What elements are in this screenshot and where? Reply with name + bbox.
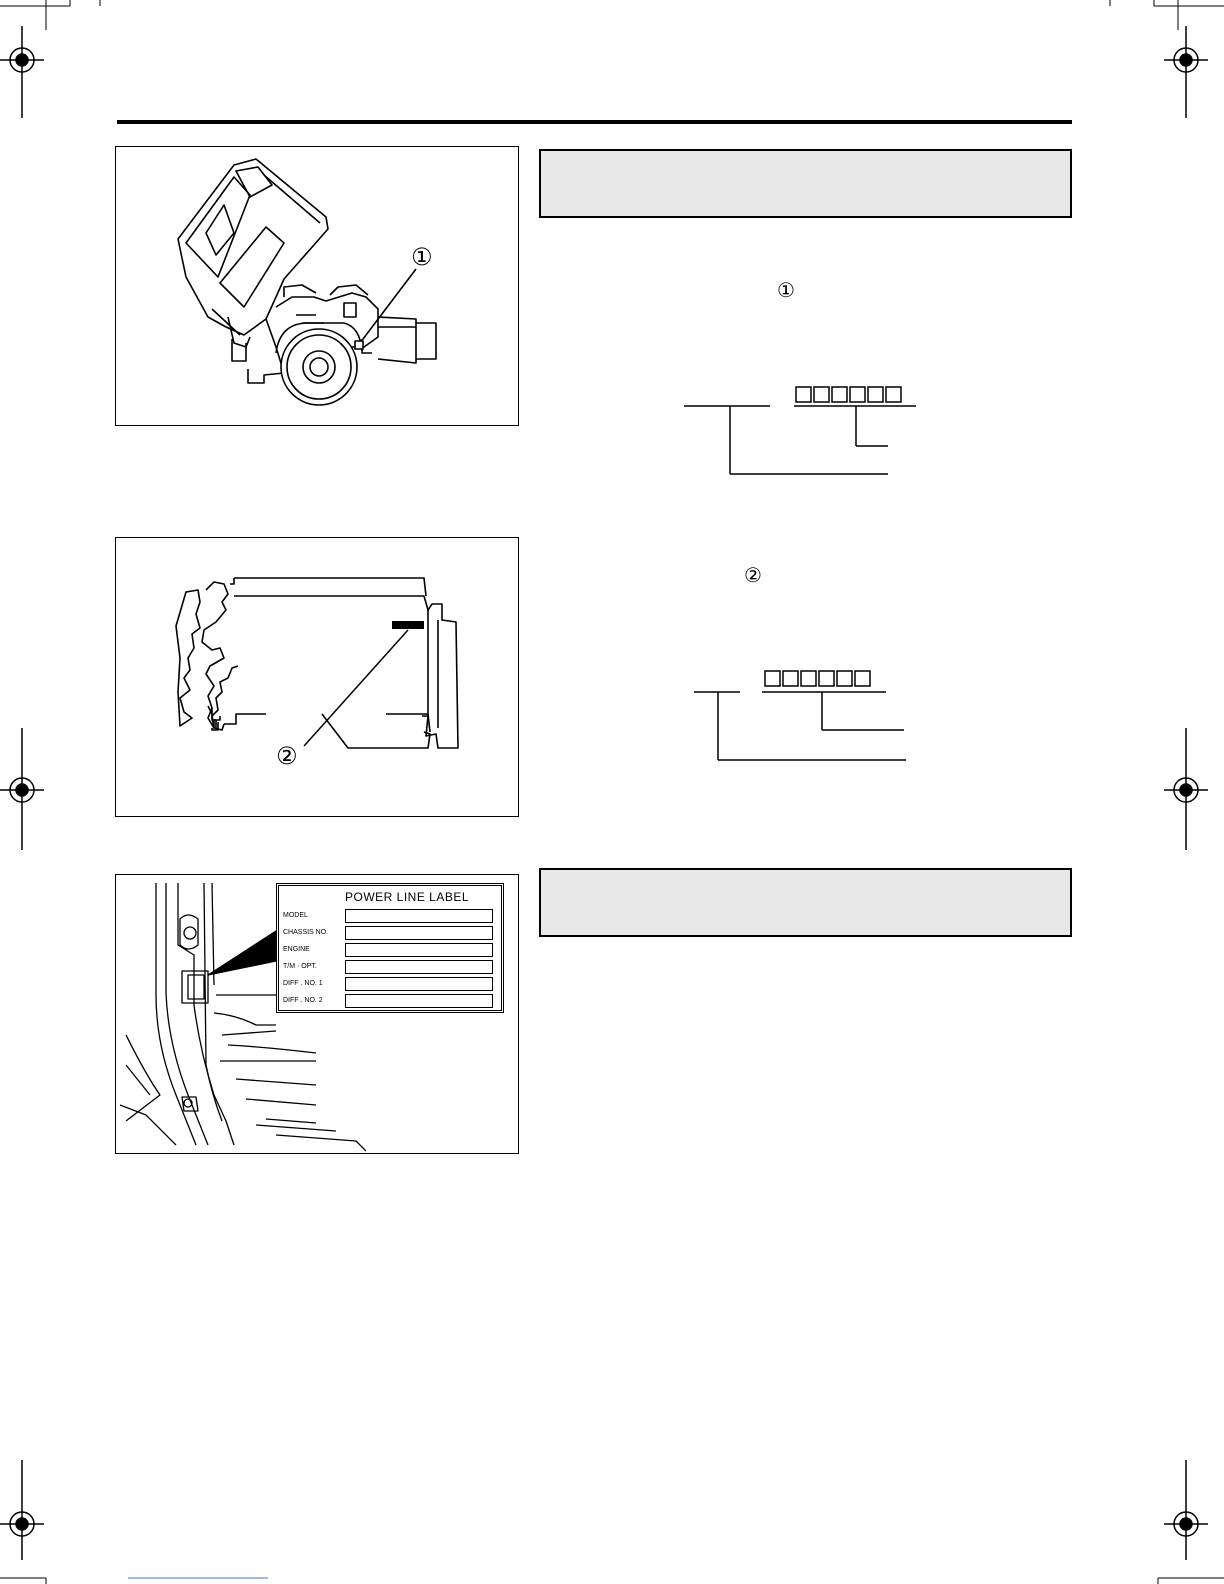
- registration-target-icon: [1164, 26, 1208, 118]
- figure-engine-side-view: [115, 537, 519, 817]
- label-row: [283, 959, 497, 976]
- registration-target-icon: [0, 1460, 44, 1560]
- section-heading-box-1: [539, 149, 1072, 218]
- engine-illustration: [116, 538, 520, 818]
- registration-target-icon: [0, 26, 44, 118]
- label-row-field: [345, 960, 493, 974]
- figure-door-pillar-label: [115, 874, 519, 1154]
- label-row-field: [345, 994, 493, 1008]
- label-row-field: [345, 926, 493, 940]
- registration-target-icon: [1164, 728, 1208, 850]
- power-line-label-plate: [276, 883, 504, 1013]
- label-row-name: DIFF . NO. 1: [283, 980, 323, 987]
- label-row: [283, 993, 497, 1010]
- label-row-name: CHASSIS NO.: [283, 929, 329, 936]
- label-row: [283, 908, 497, 925]
- registration-target-icon: [1164, 1460, 1208, 1560]
- label-row-field: [345, 977, 493, 991]
- label-row-name: ENGINE: [283, 946, 310, 953]
- registration-target-icon: [0, 728, 44, 850]
- figure-callout-1: ①: [411, 243, 433, 271]
- section-heading-box-2: [539, 868, 1072, 937]
- figure-callout-2: ②: [276, 742, 298, 770]
- truck-illustration: [116, 147, 520, 427]
- label-row-name: MODEL: [283, 912, 308, 919]
- label-row-field: [345, 943, 493, 957]
- label-row: [283, 925, 497, 942]
- label-rows: [283, 908, 497, 1010]
- label-row: [283, 942, 497, 959]
- section1-callout: ①: [777, 278, 795, 302]
- section2-callout: ②: [744, 563, 762, 587]
- label-row: [283, 976, 497, 993]
- label-row-field: [345, 909, 493, 923]
- figure-truck-cab-tilted: [115, 146, 519, 426]
- label-row-name: T/M · OPT.: [283, 963, 317, 970]
- header-rule: [117, 120, 1072, 124]
- label-row-name: DIFF . NO. 2: [283, 997, 323, 1004]
- power-line-label-title: POWER LINE LABEL: [345, 890, 470, 904]
